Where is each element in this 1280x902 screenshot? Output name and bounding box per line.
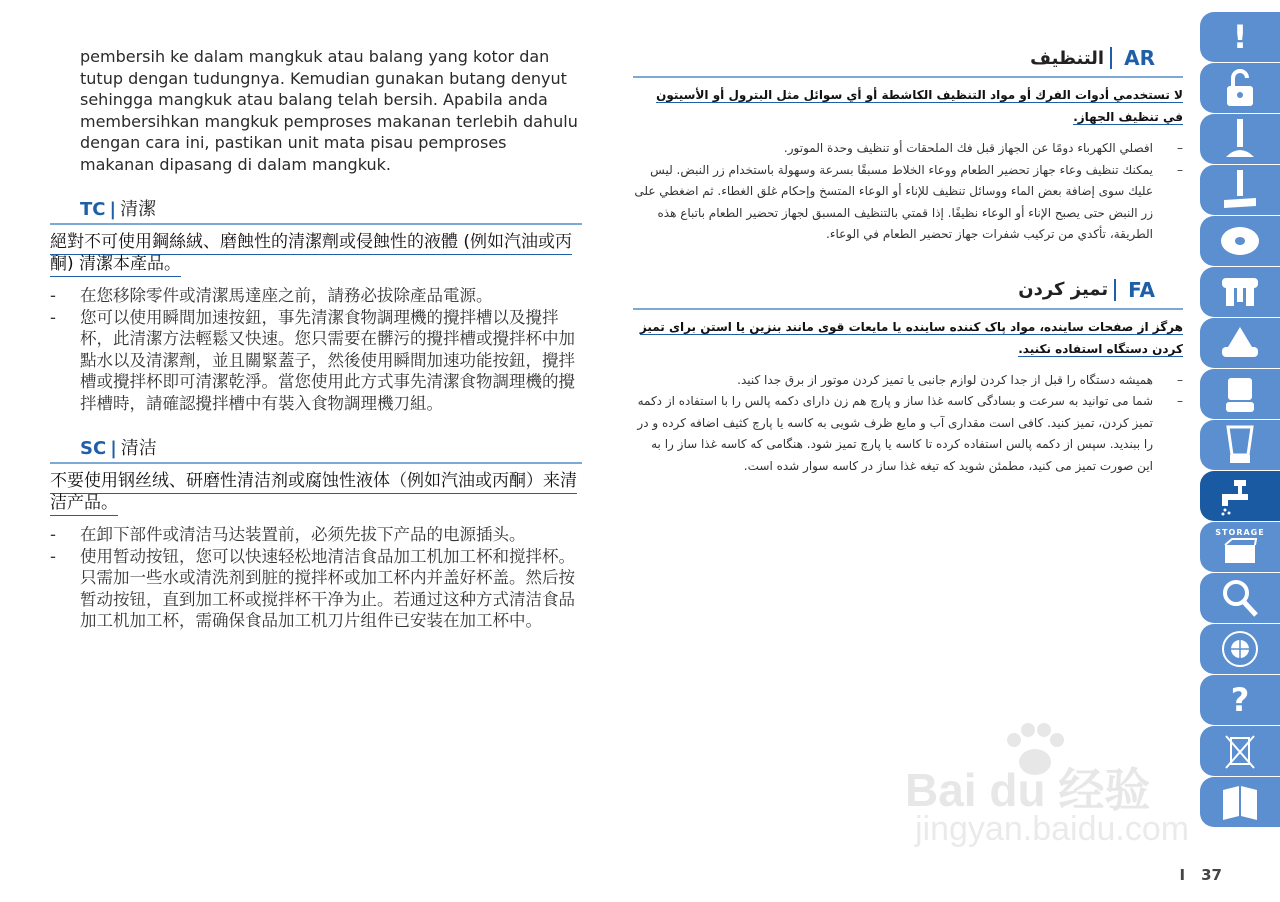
tab-citrus-press[interactable] bbox=[1200, 318, 1280, 368]
lang-code: TC bbox=[80, 199, 106, 220]
section-heading-tc bbox=[80, 195, 582, 219]
mixer-tool-icon bbox=[1220, 117, 1260, 161]
tab-blender-jar[interactable] bbox=[1200, 420, 1280, 470]
section-heading-ar bbox=[633, 40, 1183, 76]
heading-bar bbox=[1114, 279, 1116, 301]
tab-warning[interactable] bbox=[1200, 12, 1280, 62]
right-column bbox=[633, 40, 1183, 477]
unlock-icon bbox=[1223, 68, 1257, 108]
cleaning-tap-icon bbox=[1218, 476, 1262, 516]
list-item: – افصلي الكهرباء دومًا عن الجهاز قبل فك الملحقات أو تنظيف وحدة الموتور. bbox=[633, 138, 1183, 160]
lang-code: AR bbox=[1124, 46, 1155, 70]
bullet-list bbox=[633, 138, 1183, 246]
section-title: 清潔 bbox=[120, 199, 157, 220]
lang-code: FA bbox=[1128, 277, 1155, 302]
tab-storage[interactable] bbox=[1200, 522, 1280, 572]
list-item: - 在您移除零件或清潔馬達座之前，請務必拔除產品電源。 bbox=[50, 285, 582, 307]
section-title: تمیز کردن bbox=[1018, 279, 1109, 300]
chapter-tabs bbox=[1200, 12, 1280, 828]
tab-manual[interactable] bbox=[1200, 777, 1280, 827]
disc-icon bbox=[1218, 221, 1262, 261]
list-item: – همیشه دستگاه را قبل از جدا کردن لوازم جانبی یا تمیز کردن موتور از برق جدا کنید. bbox=[633, 370, 1183, 392]
storage-box-icon bbox=[1222, 537, 1258, 565]
heading-separator: | bbox=[109, 199, 117, 220]
list-item: - 在卸下部件或清洁马达装置前，必须先拔下产品的电源插头。 bbox=[50, 524, 582, 546]
warning-text: 不要使用钢丝绒、研磨性清洁剂或腐蚀性液体（例如汽油或丙酮）来清洁产品。 bbox=[50, 464, 582, 514]
warning-text: هرگز از صفحات ساینده، مواد پاک کننده ساینده یا مایعات قوی مانند بنزین یا استن برای تمیز کردن دستگاه استفاده نکنید. bbox=[639, 319, 1183, 356]
section-title: 清洁 bbox=[120, 438, 157, 459]
tab-cleaning[interactable] bbox=[1200, 471, 1280, 521]
bullet-list bbox=[50, 285, 582, 414]
dough-tool-icon bbox=[1218, 272, 1262, 312]
tab-knife-blade[interactable] bbox=[1200, 165, 1280, 215]
watermark-url: jingyan.baidu.com bbox=[915, 810, 1190, 848]
tab-guarantee[interactable] bbox=[1200, 624, 1280, 674]
blender-jar-icon bbox=[1220, 423, 1260, 467]
warning-text: لا تستخدمي أدوات الفرك أو مواد التنظيف الكاشطة أو أي سوائل مثل البترول أو الأسيتون في تنظيف الجهاز. bbox=[656, 88, 1183, 124]
tab-disc[interactable] bbox=[1200, 216, 1280, 266]
list-item: – شما می توانید به سرعت و بسادگی کاسه غذا ساز و پارچ هم زن دارای دکمه پالس را با استفاده از دکمه تمیز کردن، تمیز کنید. کافی است مقداری آب و مایع ظرف شویی به کاسه یا پارچ کثیف اضافه کرده و در را ببندید. سپس از دکمه پالس استفاده کرده تا کاسه یا پارچ تمیز شود. هنگامی که کاسه غذا ساز را به این صورت تمیز می کنید، مطمئن شوید که تیغه غذا ساز در کاسه سوار شده است. bbox=[633, 391, 1183, 477]
list-item: – يمكنك تنظيف وعاء جهاز تحضير الطعام ووعاء الخلاط مسبقًا بسرعة وسهولة باستخدام زر النبض. ليس عليك سوى إضافة بعض الماء ووسائل تنظيف للإناء أو الوعاء المتسخ وإحكام غلق الغطاء. ثم اضغطي على زر النبض حتى يصبح الإناء أو الوعاء نظيفًا. إذا قمتي بالتنظيف المسبق لجهاز تحضير الطعام باتباع هذه الطريقة، تأكدي من تركيب شفرات جهاز تحضير الطعام في الوعاء. bbox=[633, 160, 1183, 246]
book-icon bbox=[1219, 782, 1261, 822]
heading-separator: | bbox=[110, 438, 117, 459]
left-column bbox=[50, 46, 582, 648]
intro-paragraph: pembersih ke dalam mangkuk atau balang yang kotor dan tutup dengan tudungnya. Kemudian gunakan butang denyut sehingga mangkuk atau balang telah bersih. Apabila anda membersihkan mangkuk pemproses makanan terlebih dahulu dengan cara ini, pastikan unit mata pisau pemproses makanan dipasang di dalam mangkuk. bbox=[80, 47, 578, 174]
world-wide-guarantee-icon bbox=[1220, 629, 1260, 669]
warning-text: 絕對不可使用鋼絲絨、磨蝕性的清潔劑或侵蝕性的液體 (例如汽油或丙酮) 清潔本產品。 bbox=[50, 225, 582, 275]
page-number: I 37 bbox=[1179, 866, 1222, 884]
recycle-bin-icon bbox=[1222, 730, 1258, 772]
tab-dough-tool[interactable] bbox=[1200, 267, 1280, 317]
question-icon: ? bbox=[1230, 680, 1250, 719]
lang-code: SC bbox=[80, 438, 107, 459]
tab-environment[interactable] bbox=[1200, 726, 1280, 776]
section-title: التنظيف bbox=[1030, 47, 1105, 69]
citrus-press-icon bbox=[1218, 323, 1262, 363]
tab-mixer-tool[interactable] bbox=[1200, 114, 1280, 164]
tab-troubleshooting[interactable] bbox=[1200, 573, 1280, 623]
tab-questions[interactable] bbox=[1200, 675, 1280, 725]
tab-food-processor[interactable] bbox=[1200, 369, 1280, 419]
tab-unlock[interactable] bbox=[1200, 63, 1280, 113]
watermark bbox=[905, 720, 1205, 860]
bullet-list bbox=[633, 370, 1183, 478]
knife-blade-icon bbox=[1220, 168, 1260, 212]
watermark-brand: Bai du 经验 bbox=[905, 764, 1151, 816]
section-heading-sc bbox=[80, 434, 582, 458]
list-item: - 使用暂动按钮，您可以快速轻松地清洁食品加工机加工杯和搅拌杯。只需加一些水或清洗剂到脏的搅拌杯或加工杯内并盖好杯盖。然后按暂动按钮，直到加工杯或搅拌杯干净为止。若通过这种方式清洁食品加工机加工杯，需确保食品加工机刀片组件已安装在加工杯中。 bbox=[50, 546, 582, 632]
section-heading-fa bbox=[633, 272, 1183, 308]
storage-label: STORAGE bbox=[1215, 528, 1265, 538]
magnifier-icon bbox=[1220, 577, 1260, 619]
exclamation-icon: ! bbox=[1232, 17, 1248, 56]
heading-bar bbox=[1110, 47, 1112, 69]
bullet-list bbox=[50, 524, 582, 632]
food-processor-icon bbox=[1220, 372, 1260, 416]
list-item: - 您可以使用瞬間加速按鈕，事先清潔食物調理機的攪拌槽以及攪拌杯，此清潔方法輕鬆又快速。您只需要在髒污的攪拌槽或攪拌杯中加點水以及清潔劑，並且關緊蓋子，然後使用瞬間加速功能按鈕，攪拌槽或攪拌杯即可清潔乾淨。當您使用此方式事先清潔食物調理機的攪拌槽時，請確認攪拌槽中有裝入食物調理機刀組。 bbox=[50, 307, 582, 415]
